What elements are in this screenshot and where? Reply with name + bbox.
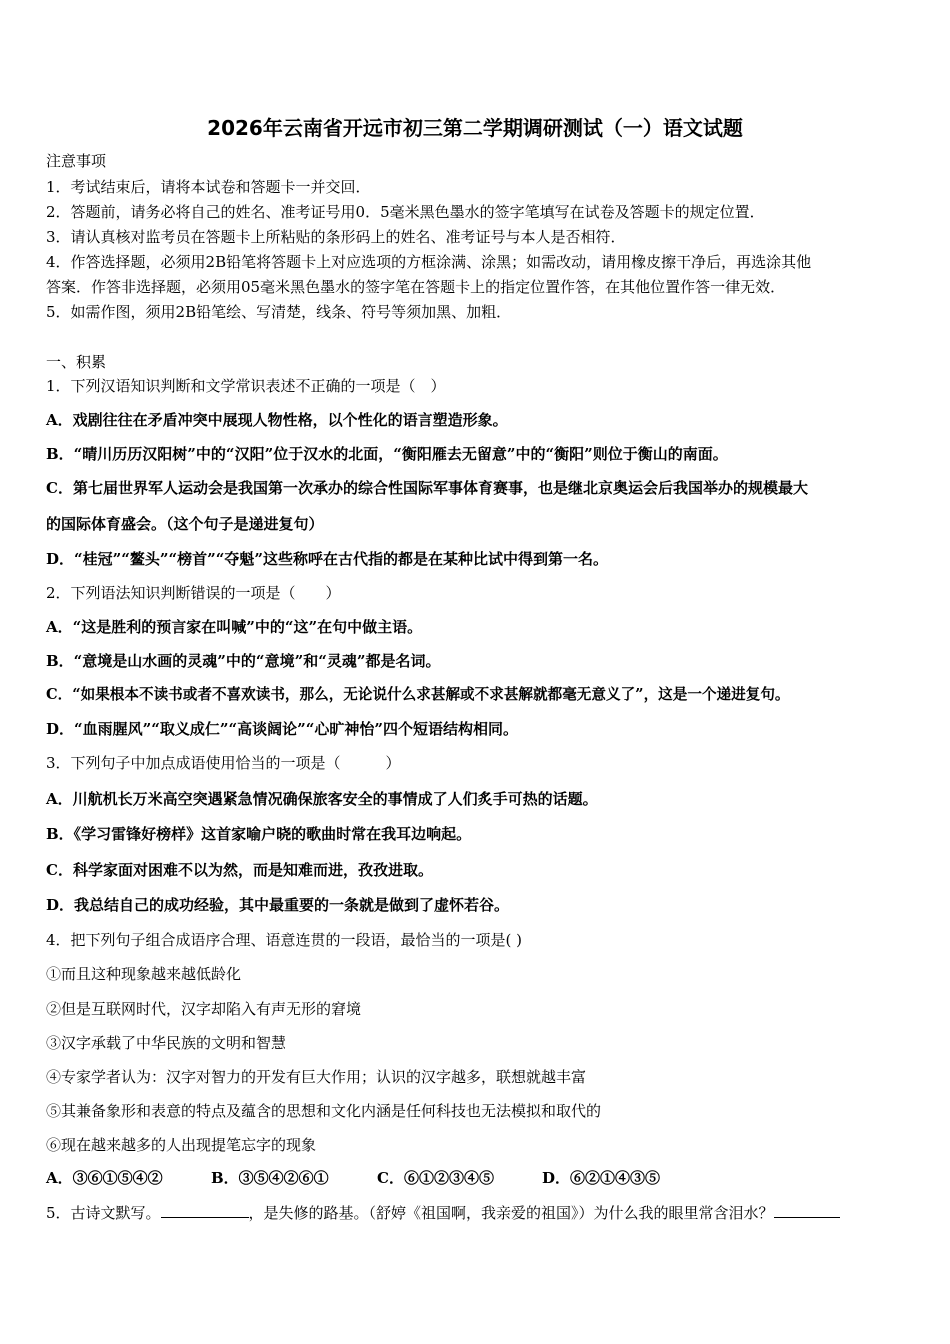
q5-text: ，是失修的路基。（舒婷《祖国啊，我亲爱的祖国》）为什么我的眼里常含泪水？ (248, 1204, 774, 1222)
q2-option-c: C．“如果根本不读书或者不喜欢读书，那么，无论说什么求甚解或不求甚解就都毫无意义了”，这是一个递进复句。 (46, 686, 790, 703)
q5-blank-1 (161, 1203, 249, 1218)
q4-option-d: D．⑥②①④③⑤ (542, 1169, 661, 1187)
section-heading: 一、积累 (46, 353, 107, 371)
q1-stem: 1．下列汉语知识判断和文学常识表述不正确的一项是（ ） (46, 377, 446, 395)
q4-stem: 4．把下列句子组合成语序合理、语意连贯的一段语，最恰当的一项是( ) (46, 931, 523, 949)
q1-option-a: A．戏剧往往在矛盾冲突中展现人物性格，以个性化的语言塑造形象。 (46, 411, 508, 429)
q5-prefix: 5．古诗文默写。 (46, 1204, 161, 1222)
q4-sentence-5: ⑤其兼备象形和表意的特点及蕴含的思想和文化内涵是任何科技也无法模拟和取代的 (46, 1102, 602, 1120)
q2-stem: 2．下列语法知识判断错误的一项是（ ） (46, 584, 341, 602)
q2-option-a: A．“这是胜利的预言家在叫喊”中的“这”在句中做主语。 (46, 618, 423, 636)
notice-item-5: 5．如需作图，须用2B铅笔绘、写清楚，线条、符号等须加黑、加粗． (46, 303, 512, 321)
q4-sentence-1: ①而且这种现象越来越低龄化 (46, 965, 242, 983)
notice-item-1: 1．考试结束后，请将本试卷和答题卡一并交回． (46, 178, 371, 196)
q4-options (46, 1168, 660, 1188)
notice-item-4-cont: 答案．作答非选择题，必须用05毫米黑色墨水的签字笔在答题卡上的指定位置作答，在其他位置作答一律无效． (46, 278, 786, 296)
q3-option-d: D．我总结自己的成功经验，其中最重要的一条就是做到了虚怀若谷。 (46, 896, 510, 914)
q1-option-c-cont: 的国际体育盛会。（这个句子是递进复句） (46, 515, 324, 533)
q1-option-c: C．第七届世界军人运动会是我国第一次承办的综合性国际军事体育赛事，也是继北京奥运会后我国举办的规模最大 (46, 479, 808, 497)
notice-heading: 注意事项 (46, 152, 107, 170)
q4-sentence-2: ②但是互联网时代，汉字却陷入有声无形的窘境 (46, 1000, 362, 1018)
notice-item-3: 3．请认真核对监考员在答题卡上所粘贴的条形码上的姓名、准考证号与本人是否相符． (46, 228, 626, 246)
q2-option-d: D．“血雨腥风”“取义成仁”“高谈阔论”“心旷神怡”四个短语结构相同。 (46, 720, 519, 738)
q1-option-d: D．“桂冠”“鳌头”“榜首”“夺魁”这些称呼在古代指的都是在某种比试中得到第一名。 (46, 550, 609, 568)
q3-option-a: A．川航机长万米高空突遇紧急情况确保旅客安全的事情成了人们炙手可热的话题。 (46, 790, 598, 808)
q4-option-a: A．③⑥①⑤④② (46, 1169, 163, 1187)
q4-sentence-3: ③汉字承载了中华民族的文明和智慧 (46, 1034, 287, 1052)
q2-option-b: B．“意境是山水画的灵魂”中的“意境”和“灵魂”都是名词。 (46, 652, 441, 670)
q5-line (46, 1203, 840, 1223)
q4-option-c: C．⑥①②③④⑤ (377, 1169, 494, 1187)
q3-option-c: C．科学家面对困难不以为然，而是知难而进，孜孜进取。 (46, 861, 433, 879)
notice-item-2: 2．答题前，请务必将自己的姓名、准考证号用0．5毫米黑色墨水的签字笔填写在试卷及答题卡的规定位置． (46, 203, 765, 221)
q4-sentence-6: ⑥现在越来越多的人出现提笔忘字的现象 (46, 1136, 317, 1154)
notice-item-4: 4．作答选择题，必须用2B铅笔将答题卡上对应选项的方框涂满、涂黑；如需改动，请用橡皮擦干净后，再选涂其他 (46, 253, 812, 271)
page-title: 2026年云南省开远市初三第二学期调研测试（一）语文试题 (207, 116, 743, 140)
q1-option-b: B．“晴川历历汉阳树”中的“汉阳”位于汉水的北面，“衡阳雁去无留意”中的“衡阳”则位于衡山的南面。 (46, 445, 728, 463)
q4-sentence-4: ④专家学者认为：汉字对智力的开发有巨大作用；认识的汉字越多，联想就越丰富 (46, 1068, 587, 1086)
q3-option-b: B．《学习雷锋好榜样》这首家喻户晓的歌曲时常在我耳边响起。 (46, 825, 472, 843)
q3-stem: 3．下列句子中加点成语使用恰当的一项是（ ） (46, 754, 401, 772)
q5-blank-2 (774, 1203, 840, 1218)
q4-option-b: B．③⑤④②⑥① (211, 1169, 329, 1187)
